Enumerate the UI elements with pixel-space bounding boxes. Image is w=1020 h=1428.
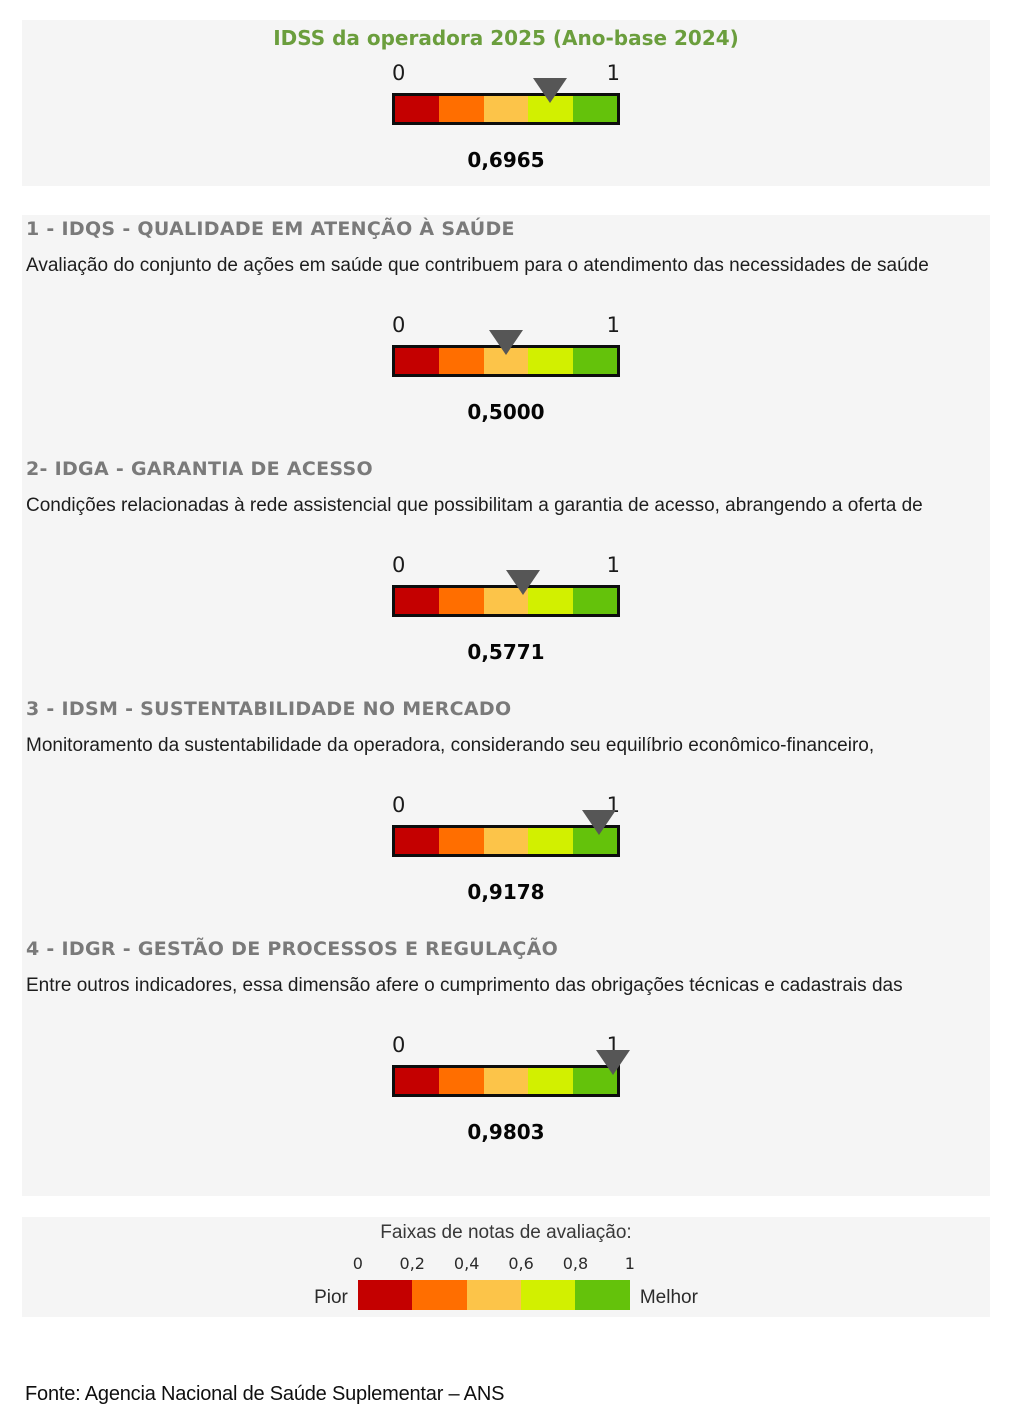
tick-label: 0,6 — [508, 1254, 534, 1273]
gauge-color-bar — [392, 585, 620, 617]
section-idga — [26, 455, 986, 695]
gauge-max-label: 1 — [606, 1033, 620, 1057]
gauge-value: 0,5771 — [467, 640, 545, 664]
legend-worst-label: Pior — [314, 1287, 348, 1308]
gauge-color-bar — [392, 825, 620, 857]
scale-segment — [439, 588, 483, 614]
section-description: Avaliação do conjunto de ações em saúde que contribuem para o atendimento das necessidades de saúde — [26, 255, 929, 276]
scale-segment — [395, 1068, 439, 1094]
section-description: Condições relacionadas à rede assistencial que possibilitam a garantia de acesso, abrangendo a oferta de — [26, 495, 923, 516]
rating-legend-block — [22, 1217, 990, 1317]
section-description: Monitoramento da sustentabilidade da operadora, considerando seu equilíbrio econômico-financeiro, — [26, 735, 875, 756]
page-title: IDSS da operadora 2025 (Ano-base 2024) — [273, 26, 739, 50]
legend-best-label: Melhor — [639, 1287, 698, 1308]
scale-segment — [484, 1068, 528, 1094]
scale-segment — [439, 348, 483, 374]
tick-label: 0,2 — [399, 1254, 425, 1273]
gauge-color-bar — [392, 93, 620, 125]
idqs-gauge — [392, 313, 620, 424]
gauge-max-label: 1 — [606, 793, 620, 817]
tick-label: 0,4 — [453, 1254, 480, 1273]
marker-triangle-icon — [533, 78, 567, 103]
scale-segment — [395, 828, 439, 854]
scale-segment — [528, 348, 572, 374]
tick-label: 0,8 — [562, 1254, 589, 1273]
scale-segment — [521, 1280, 575, 1310]
gauge-max-label: 1 — [606, 313, 620, 337]
tick-label: 1 — [624, 1254, 635, 1273]
scale-segment — [573, 96, 617, 122]
gauge-value: 0,5000 — [467, 400, 545, 424]
gauge-axis-labels — [392, 1033, 620, 1057]
section-heading: 1 - IDQS - QUALIDADE EM ATENÇÃO À SAÚDE — [26, 218, 515, 240]
section-heading: 3 - IDSM - SUSTENTABILIDADE NO MERCADO — [26, 698, 512, 720]
section-idsm — [26, 695, 986, 935]
dimensions-block — [22, 215, 990, 1196]
scale-segment — [484, 96, 528, 122]
gauge-value: 0,6965 — [467, 148, 545, 172]
gauge-value: 0,9803 — [467, 1120, 545, 1144]
marker-triangle-icon — [596, 1050, 630, 1075]
idgr-gauge — [392, 1033, 620, 1144]
gauge-color-bar — [392, 1065, 620, 1097]
scale-segment — [484, 828, 528, 854]
section-heading: 2- IDGA - GARANTIA DE ACESSO — [26, 458, 373, 480]
scale-segment — [528, 1068, 572, 1094]
scale-segment — [358, 1280, 412, 1310]
section-description: Entre outros indicadores, essa dimensão afere o cumprimento das obrigações técnicas e cadastrais das — [26, 975, 903, 996]
scale-segment — [395, 588, 439, 614]
legend-title: Faixas de notas de avaliação: — [380, 1222, 632, 1243]
idga-gauge — [392, 553, 620, 664]
marker-triangle-icon — [582, 810, 616, 835]
gauge-min-label: 0 — [392, 313, 406, 337]
gauge-axis-labels — [392, 61, 620, 85]
scale-segment — [439, 828, 483, 854]
marker-triangle-icon — [489, 330, 523, 355]
scale-segment — [573, 588, 617, 614]
tick-label: 0 — [352, 1254, 363, 1273]
legend-color-bar — [358, 1280, 630, 1310]
gauge-min-label: 0 — [392, 553, 406, 577]
source-note: Fonte: Agencia Nacional de Saúde Suplementar – ANS — [25, 1383, 505, 1405]
idsm-gauge — [392, 793, 620, 904]
gauge-max-label: 1 — [606, 61, 620, 85]
legend-scale-row — [22, 1254, 990, 1310]
section-idgr — [26, 935, 986, 1175]
section-heading: 4 - IDGR - GESTÃO DE PROCESSOS E REGULAÇÃO — [26, 938, 559, 960]
scale-segment — [439, 96, 483, 122]
marker-triangle-icon — [506, 570, 540, 595]
gauge-min-label: 0 — [392, 1033, 406, 1057]
gauge-max-label: 1 — [606, 553, 620, 577]
gauge-color-bar — [392, 345, 620, 377]
scale-segment — [412, 1280, 466, 1310]
gauge-value: 0,9178 — [467, 880, 545, 904]
idss-summary-block — [22, 20, 990, 186]
scale-segment — [395, 96, 439, 122]
section-idqs — [26, 215, 986, 455]
scale-segment — [528, 828, 572, 854]
gauge-min-label: 0 — [392, 793, 406, 817]
scale-segment — [395, 348, 439, 374]
scale-segment — [467, 1280, 521, 1310]
legend-tick-labels — [352, 1254, 635, 1274]
gauge-min-label: 0 — [392, 61, 406, 85]
idss-gauge — [392, 61, 620, 172]
scale-segment — [573, 348, 617, 374]
scale-segment — [439, 1068, 483, 1094]
legend-scale — [352, 1254, 635, 1310]
scale-segment — [575, 1280, 629, 1310]
